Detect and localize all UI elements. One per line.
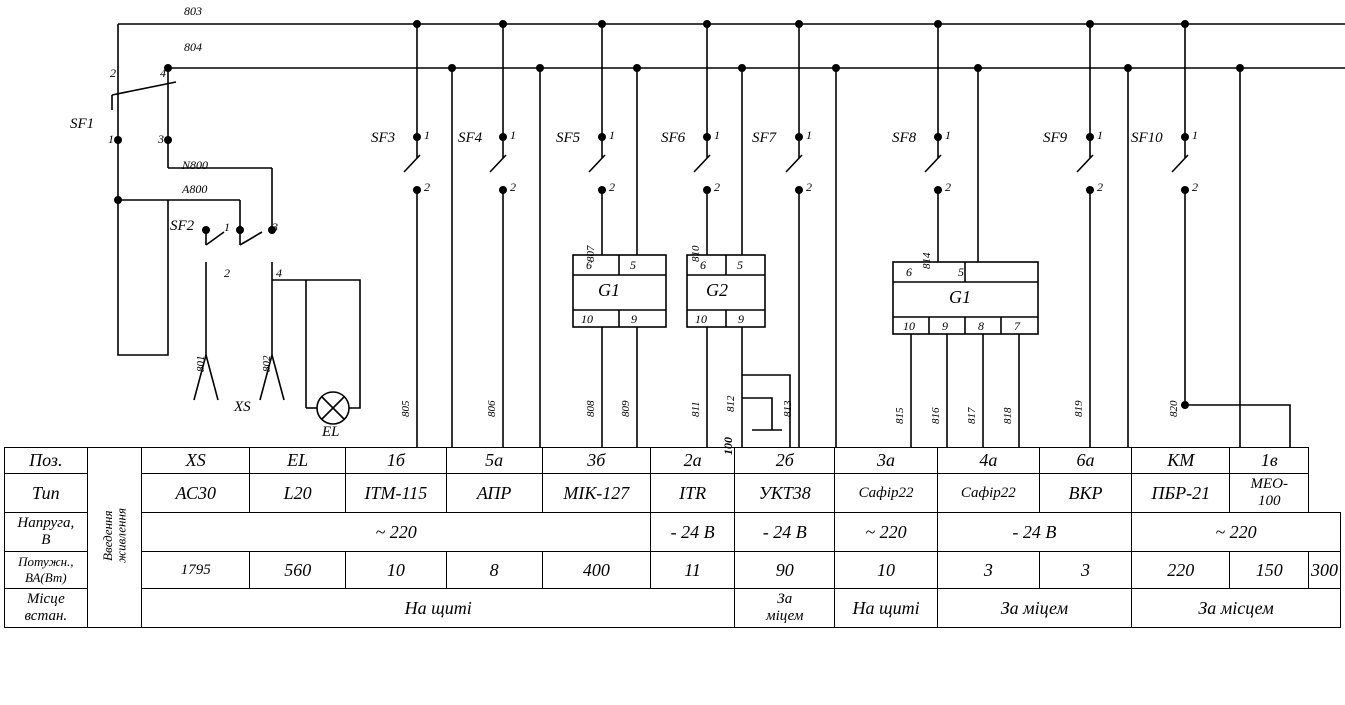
table-row-place: [5, 589, 1341, 628]
cell-pos-4: 3б: [542, 448, 650, 474]
wire-label-801: 801: [195, 355, 207, 372]
wire-label-802: 802: [261, 355, 273, 372]
cell-type-5: ITR: [651, 474, 735, 513]
table-row-voltage: [5, 513, 1341, 552]
terminal-sf9-1: 1: [1097, 128, 1103, 142]
cell-pos-6: 2б: [735, 448, 835, 474]
cell-power-input: 1795: [142, 552, 250, 589]
cell-place-group-2: На щиті: [835, 589, 937, 628]
wire-label-810: 810: [690, 245, 702, 262]
wire-label-820: 820: [1168, 400, 1180, 417]
cell-pos-10: КМ: [1132, 448, 1230, 474]
pin-g1b-5: 5: [958, 265, 964, 279]
cell-pos-7: 3а: [835, 448, 937, 474]
terminal-sf5-1: 1: [609, 128, 615, 142]
cell-voltage-group-5: ~ 220: [1132, 513, 1341, 552]
cell-place-group-4: За місцем: [1132, 589, 1341, 628]
cell-input-pos: [87, 448, 142, 628]
terminal-sf1-3: 3: [158, 132, 164, 146]
terminal-sf7-1: 1: [806, 128, 812, 142]
terminal-sf5-2: 2: [609, 180, 615, 194]
equipment-table: [4, 447, 1341, 628]
pin-g1a-10: 10: [581, 312, 593, 326]
breaker-label-sf6: SF6: [661, 130, 686, 146]
terminal-sf4-2: 2: [510, 180, 516, 194]
cell-pos-1: EL: [250, 448, 346, 474]
pin-g1b-6: 6: [906, 265, 912, 279]
pin-g1b-9: 9: [942, 319, 948, 333]
breaker-label-sf9: SF9: [1043, 130, 1068, 146]
row-header-voltage: Напруга, В: [5, 513, 88, 552]
terminal-sf6-2: 2: [714, 180, 720, 194]
table-row-pos: [5, 448, 1341, 474]
cell-type-9: ВКР: [1039, 474, 1131, 513]
wire-label-n800: N800: [182, 158, 209, 172]
breaker-label-sf3: SF3: [371, 130, 396, 146]
row-header-pos: Поз.: [5, 448, 88, 474]
pin-g1b-10: 10: [903, 319, 915, 333]
cell-pos-11: 1в: [1230, 448, 1309, 474]
terminal-sf3-2: 2: [424, 180, 430, 194]
row-header-power: Потужн., ВА(Вт): [5, 552, 88, 589]
wire-label-805: 805: [400, 400, 412, 417]
cell-power-10: 150: [1230, 552, 1309, 589]
pin-g2-10: 10: [695, 312, 707, 326]
terminal-sf1-4: 4: [160, 66, 166, 80]
breaker-label-sf10: SF10: [1131, 130, 1163, 146]
pin-g1b-8: 8: [978, 319, 984, 333]
wire-label-806: 806: [486, 400, 498, 417]
cell-power-1: 10: [346, 552, 446, 589]
cell-power-0: 560: [250, 552, 346, 589]
cell-voltage-group-1: - 24 В: [651, 513, 735, 552]
terminal-sf6-1: 1: [714, 128, 720, 142]
terminal-sf4-1: 1: [510, 128, 516, 142]
cell-type-6: УКТ38: [735, 474, 835, 513]
wire-label-819: 819: [1073, 400, 1085, 417]
wire-label-809: 809: [620, 400, 632, 417]
wire-label-818: 818: [1002, 407, 1014, 424]
socket-label-xs: XS: [234, 399, 251, 415]
pin-g2-6: 6: [700, 258, 706, 272]
terminal-sf3-1: 1: [424, 128, 430, 142]
wire-label-808: 808: [585, 400, 597, 417]
cell-place-group-1: За міцем: [735, 589, 835, 628]
wire-label-804: 804: [184, 40, 202, 54]
cell-power-8: 3: [1039, 552, 1131, 589]
device-label-g2: G2: [706, 280, 728, 300]
wire-label-812: 812: [725, 395, 737, 412]
terminal-sf1-1: 1: [108, 132, 114, 146]
breaker-label-sf8: SF8: [892, 130, 917, 146]
cell-type-2: ІТМ-115: [346, 474, 446, 513]
table-row-power: [5, 552, 1341, 589]
breaker-label-sf2: SF2: [170, 218, 195, 234]
device-label-g1a: G1: [598, 280, 620, 300]
pin-g1b-7: 7: [1014, 319, 1020, 333]
terminal-sf8-1: 1: [945, 128, 951, 142]
cell-voltage-group-3: ~ 220: [835, 513, 937, 552]
cell-voltage-group-2: - 24 В: [735, 513, 835, 552]
cell-pos-0: XS: [142, 448, 250, 474]
breaker-label-sf7: SF7: [752, 130, 777, 146]
terminal-sf2-2: 2: [224, 266, 230, 280]
terminal-sf10-1: 1: [1192, 128, 1198, 142]
pin-g1a-5: 5: [630, 258, 636, 272]
wire-label-813: 813: [782, 400, 794, 417]
terminal-sf2-4: 4: [276, 266, 282, 280]
cell-power-9: 220: [1132, 552, 1230, 589]
terminal-sf7-2: 2: [806, 180, 812, 194]
terminal-sf2-1: 1: [224, 220, 230, 234]
cell-pos-2: 1б: [346, 448, 446, 474]
table-row-type: [5, 474, 1341, 513]
cell-power-6: 10: [835, 552, 937, 589]
wire-label-816: 816: [930, 407, 942, 424]
wire-label-a800: A800: [182, 182, 208, 196]
cell-power-5: 90: [735, 552, 835, 589]
row-header-place: Місце встан.: [5, 589, 88, 628]
wire-label-807: 807: [585, 245, 597, 262]
cell-type-4: МІК-127: [542, 474, 650, 513]
cell-pos-5: 2а: [651, 448, 735, 474]
cell-power-2: 8: [446, 552, 542, 589]
terminal-sf8-2: 2: [945, 180, 951, 194]
wire-label-811: 811: [690, 401, 702, 417]
terminal-sf2-3: 3: [272, 220, 278, 234]
pin-g2-9: 9: [738, 312, 744, 326]
cell-pos-9: 6а: [1039, 448, 1131, 474]
pin-g1a-6: 6: [586, 258, 592, 272]
wire-label-815: 815: [894, 407, 906, 424]
pin-g1a-9: 9: [631, 312, 637, 326]
wire-label-814: 814: [921, 252, 933, 269]
cell-place-group-3: За міцем: [937, 589, 1131, 628]
terminal-sf1-2: 2: [110, 66, 116, 80]
cell-type-10: ПБР-21: [1132, 474, 1230, 513]
pin-g2-5: 5: [737, 258, 743, 272]
breaker-label-sf5: SF5: [556, 130, 581, 146]
cell-voltage-group-4: - 24 В: [937, 513, 1131, 552]
breaker-label-sf4: SF4: [458, 130, 483, 146]
device-label-g1b: G1: [949, 287, 971, 307]
cell-power-7: 3: [937, 552, 1039, 589]
cell-type-7: Сафір22: [835, 474, 937, 513]
cell-type-1: L20: [250, 474, 346, 513]
terminal-sf9-2: 2: [1097, 180, 1103, 194]
cell-voltage-group-0: ~ 220: [142, 513, 651, 552]
lamp-label-el: EL: [322, 424, 340, 440]
wire-label-817: 817: [966, 407, 978, 424]
row-header-type: Тип: [5, 474, 88, 513]
cell-pos-8: 4а: [937, 448, 1039, 474]
cell-place-group-0: На щиті: [142, 589, 735, 628]
cell-power-11: 300: [1309, 552, 1341, 589]
cell-power-3: 400: [542, 552, 650, 589]
cell-input-pos-text: Введення живлення: [99, 507, 129, 563]
cell-type-8: Сафір22: [937, 474, 1039, 513]
cell-power-4: 11: [651, 552, 735, 589]
cell-type-3: АПР: [446, 474, 542, 513]
cell-pos-3: 5а: [446, 448, 542, 474]
terminal-sf10-2: 2: [1192, 180, 1198, 194]
cell-type-11: МЕО- 100: [1230, 474, 1309, 513]
ground-label-100: 100: [721, 437, 735, 455]
cell-type-0: АС30: [142, 474, 250, 513]
wire-label-803: 803: [184, 4, 202, 18]
breaker-label-sf1: SF1: [70, 116, 95, 132]
